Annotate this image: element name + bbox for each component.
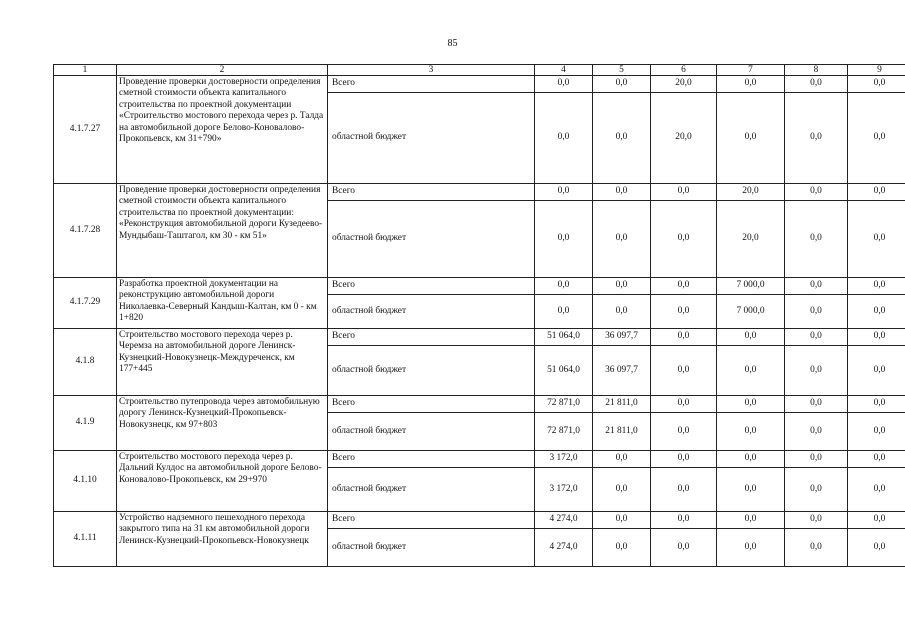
value-cell: 20,0 <box>651 93 717 184</box>
value-cell: 36 097,7 <box>593 329 651 346</box>
column-header: 9 <box>848 65 905 76</box>
value-cell: 0,0 <box>785 346 848 396</box>
column-header: 7 <box>717 65 785 76</box>
value-cell: 0,0 <box>593 529 651 567</box>
value-cell: 3 172,0 <box>535 468 593 512</box>
value-cell: 0,0 <box>535 93 593 184</box>
value-cell: 0,0 <box>593 93 651 184</box>
column-header: 3 <box>328 65 535 76</box>
item-code: 4.1.7.29 <box>54 278 117 329</box>
value-cell: 0,0 <box>717 93 785 184</box>
item-name: Проведение проверки достоверности определения сметной стоимости объекта капитального строительства по проектной документации: «Реконструкция автомобильной дороги Кузедеево-Мундыбаш-Таштагол, км 30 - км 51» <box>117 184 328 278</box>
value-cell: 0,0 <box>848 93 905 184</box>
value-cell: 0,0 <box>535 201 593 278</box>
value-cell: 0,0 <box>593 451 651 468</box>
column-header: 4 <box>535 65 593 76</box>
value-cell: 0,0 <box>651 396 717 413</box>
table-row <box>54 329 905 346</box>
item-code: 4.1.7.27 <box>54 76 117 184</box>
funding-source: Всего <box>328 184 535 201</box>
value-cell: 0,0 <box>848 468 905 512</box>
value-cell: 0,0 <box>651 468 717 512</box>
value-cell: 0,0 <box>651 329 717 346</box>
value-cell: 0,0 <box>593 278 651 295</box>
value-cell: 0,0 <box>651 529 717 567</box>
item-name: Устройство надземного пешеходного перехода закрытого типа на 31 км автомобильной дороги Ленинск-Кузнецкий-Прокопьевск-Новокузнецк <box>117 512 328 567</box>
funding-source: областной бюджет <box>328 529 535 567</box>
item-code: 4.1.9 <box>54 396 117 451</box>
value-cell: 4 274,0 <box>535 512 593 529</box>
funding-source: Всего <box>328 76 535 93</box>
value-cell: 0,0 <box>651 346 717 396</box>
value-cell: 0,0 <box>785 396 848 413</box>
table-row <box>54 278 905 295</box>
funding-source: областной бюджет <box>328 468 535 512</box>
value-cell: 7 000,0 <box>717 278 785 295</box>
value-cell: 0,0 <box>785 329 848 346</box>
item-code: 4.1.7.28 <box>54 184 117 278</box>
value-cell: 0,0 <box>848 396 905 413</box>
funding-source: Всего <box>328 512 535 529</box>
funding-source: Всего <box>328 278 535 295</box>
item-code: 4.1.10 <box>54 451 117 512</box>
funding-source: областной бюджет <box>328 93 535 184</box>
value-cell: 0,0 <box>717 529 785 567</box>
value-cell: 0,0 <box>848 346 905 396</box>
value-cell: 0,0 <box>535 295 593 329</box>
header-row <box>54 65 905 76</box>
funding-source: областной бюджет <box>328 295 535 329</box>
value-cell: 0,0 <box>717 396 785 413</box>
value-cell: 0,0 <box>717 468 785 512</box>
funding-source: областной бюджет <box>328 413 535 451</box>
item-code: 4.1.11 <box>54 512 117 567</box>
item-name: Строительство мостового перехода через р. Черемза на автомобильной дороге Ленинск-Кузнецкий-Новокузнецк-Междуреченск, км 177+445 <box>117 329 328 396</box>
value-cell: 0,0 <box>785 295 848 329</box>
item-name: Строительство мостового перехода через р. Дальний Кулдос на автомобильной дороге Белово-Коновалово-Прокопьевск, км 29+970 <box>117 451 328 512</box>
value-cell: 4 274,0 <box>535 529 593 567</box>
value-cell: 0,0 <box>535 76 593 93</box>
value-cell: 0,0 <box>785 278 848 295</box>
value-cell: 0,0 <box>593 201 651 278</box>
value-cell: 0,0 <box>785 451 848 468</box>
value-cell: 0,0 <box>717 76 785 93</box>
column-header: 6 <box>651 65 717 76</box>
value-cell: 0,0 <box>651 201 717 278</box>
value-cell: 0,0 <box>593 468 651 512</box>
value-cell: 0,0 <box>593 512 651 529</box>
item-name: Строительство путепровода через автомобильную дорогу Ленинск-Кузнецкий-Прокопьевск-Новокузнецк, км 97+803 <box>117 396 328 451</box>
table-row <box>54 512 905 529</box>
value-cell: 0,0 <box>785 76 848 93</box>
column-header: 8 <box>785 65 848 76</box>
value-cell: 0,0 <box>848 201 905 278</box>
value-cell: 0,0 <box>848 413 905 451</box>
value-cell: 0,0 <box>848 451 905 468</box>
funding-source: областной бюджет <box>328 201 535 278</box>
value-cell: 21 811,0 <box>593 396 651 413</box>
funding-source: Всего <box>328 451 535 468</box>
value-cell: 72 871,0 <box>535 396 593 413</box>
value-cell: 3 172,0 <box>535 451 593 468</box>
value-cell: 0,0 <box>593 76 651 93</box>
value-cell: 0,0 <box>651 295 717 329</box>
value-cell: 0,0 <box>848 76 905 93</box>
value-cell: 0,0 <box>785 413 848 451</box>
value-cell: 0,0 <box>785 468 848 512</box>
funding-source: областной бюджет <box>328 346 535 396</box>
value-cell: 0,0 <box>535 278 593 295</box>
value-cell: 0,0 <box>651 278 717 295</box>
value-cell: 20,0 <box>717 201 785 278</box>
column-header: 5 <box>593 65 651 76</box>
column-header: 2 <box>117 65 328 76</box>
value-cell: 0,0 <box>717 413 785 451</box>
value-cell: 0,0 <box>785 512 848 529</box>
value-cell: 0,0 <box>535 184 593 201</box>
value-cell: 0,0 <box>848 512 905 529</box>
value-cell: 0,0 <box>717 329 785 346</box>
value-cell: 0,0 <box>848 529 905 567</box>
page-number: 85 <box>447 38 458 49</box>
value-cell: 51 064,0 <box>535 346 593 396</box>
value-cell: 0,0 <box>717 451 785 468</box>
value-cell: 0,0 <box>785 529 848 567</box>
funding-source: Всего <box>328 396 535 413</box>
value-cell: 0,0 <box>848 184 905 201</box>
table-row <box>54 76 905 93</box>
value-cell: 0,0 <box>593 295 651 329</box>
item-code: 4.1.8 <box>54 329 117 396</box>
value-cell: 0,0 <box>593 184 651 201</box>
value-cell: 36 097,7 <box>593 346 651 396</box>
value-cell: 0,0 <box>651 512 717 529</box>
value-cell: 0,0 <box>848 329 905 346</box>
value-cell: 0,0 <box>651 451 717 468</box>
value-cell: 21 811,0 <box>593 413 651 451</box>
value-cell: 0,0 <box>848 295 905 329</box>
value-cell: 0,0 <box>785 184 848 201</box>
budget-table <box>53 64 905 567</box>
value-cell: 51 064,0 <box>535 329 593 346</box>
value-cell: 0,0 <box>848 278 905 295</box>
table-row <box>54 184 905 201</box>
value-cell: 0,0 <box>717 346 785 396</box>
value-cell: 0,0 <box>785 201 848 278</box>
table-row <box>54 396 905 413</box>
value-cell: 0,0 <box>785 93 848 184</box>
table-row <box>54 451 905 468</box>
value-cell: 20,0 <box>717 184 785 201</box>
value-cell: 0,0 <box>651 413 717 451</box>
column-header: 1 <box>54 65 117 76</box>
funding-source: Всего <box>328 329 535 346</box>
item-name: Проведение проверки достоверности определения сметной стоимости объекта капитального строительства по проектной документации «Строительство мостового перехода через р. Талда на автомобильной дороге Белово-Коновалово-Прокопьевск, км 31+790» <box>117 76 328 184</box>
value-cell: 0,0 <box>717 512 785 529</box>
value-cell: 0,0 <box>651 184 717 201</box>
item-name: Разработка проектной документации на реконструкцию автомобильной дороги Николаевка-Северный Кандыш-Калтан, км 0 - км 1+820 <box>117 278 328 329</box>
value-cell: 7 000,0 <box>717 295 785 329</box>
value-cell: 72 871,0 <box>535 413 593 451</box>
value-cell: 20,0 <box>651 76 717 93</box>
